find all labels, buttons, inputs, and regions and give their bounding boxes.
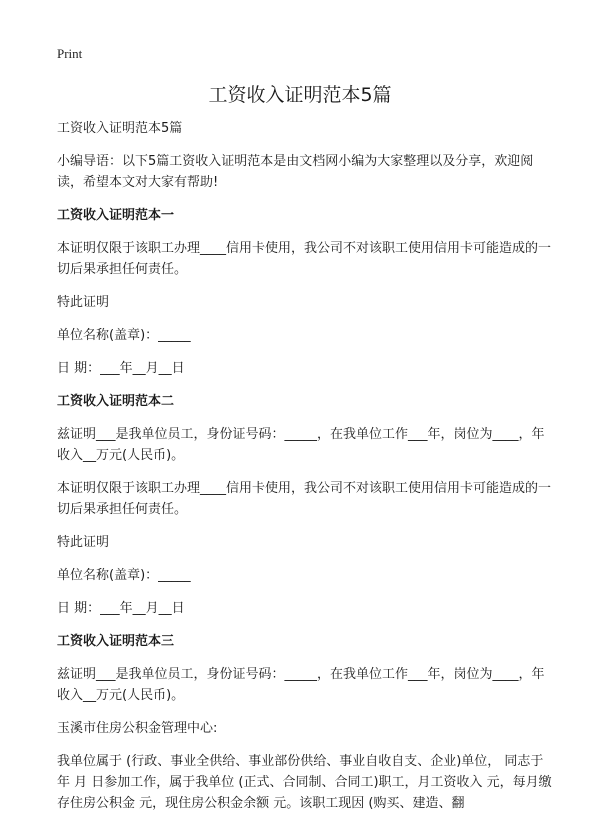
section-paragraph: 特此证明 — [57, 535, 110, 550]
document-body — [57, 118, 557, 826]
section-paragraph: 我单位属于 (行政、事业全供给、事业部份供给、事业自收自支、企业)单位， 同志于 年 月 日参加工作，属于我单位 (正式、合同制、合同工)职工，月工资收入 元，每月缴存住房公积金 元，现住房公积金余额 元。该职工现因 (购买、建造、翻 — [57, 754, 552, 811]
section-paragraph: 玉溪市住房公积金管理中心: — [57, 721, 218, 736]
section-paragraph: 单位名称(盖章)：_____ — [57, 568, 191, 583]
section-paragraph: 本证明仅限于该职工办理____信用卡使用，我公司不对该职工使用信用卡可能造成的一切后果承担任何责任。 — [57, 481, 552, 517]
section-paragraph: 兹证明___是我单位员工，身份证号码：_____，在我单位工作___年，岗位为____，年收入__万元(人民币)。 — [57, 427, 545, 463]
section-1 — [57, 205, 557, 379]
section-heading: 工资收入证明范本三 — [57, 634, 175, 649]
section-paragraph: 特此证明 — [57, 295, 110, 310]
section-paragraph: 日 期：___年__月__日 — [57, 361, 185, 376]
section-heading: 工资收入证明范本一 — [57, 208, 175, 223]
section-paragraph: 日 期：___年__月__日 — [57, 601, 185, 616]
print-link[interactable]: Print — [57, 46, 83, 61]
section-heading: 工资收入证明范本二 — [57, 394, 175, 409]
document-title: 工资收入证明范本5篇 — [208, 84, 392, 106]
section-3 — [57, 631, 557, 814]
section-paragraph: 本证明仅限于该职工办理____信用卡使用，我公司不对该职工使用信用卡可能造成的一切后果承担任何责任。 — [57, 241, 552, 277]
document-subtitle: 工资收入证明范本5篇 — [57, 121, 183, 136]
intro-paragraph: 小编导语：以下5篇工资收入证明范本是由文档网小编为大家整理以及分享，欢迎阅读，希望本文对大家有帮助! — [57, 154, 534, 190]
section-paragraph: 兹证明___是我单位员工，身份证号码：_____，在我单位工作___年，岗位为____，年收入__万元(人民币)。 — [57, 667, 545, 703]
section-2 — [57, 391, 557, 619]
section-paragraph: 单位名称(盖章)：_____ — [57, 328, 191, 343]
